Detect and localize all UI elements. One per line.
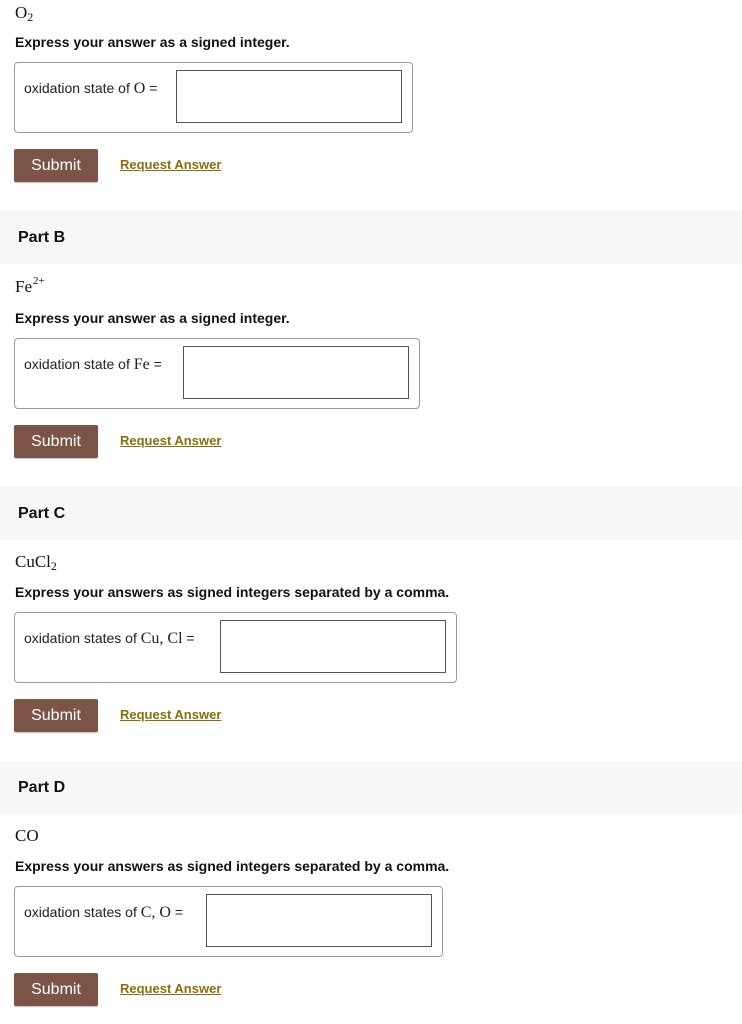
part-b-request-answer-link[interactable]: Request Answer — [120, 433, 222, 448]
part-b-submit-button[interactable]: Submit — [14, 425, 98, 458]
part-a-label-math: O — [133, 80, 146, 97]
part-a-formula-subscript: 2 — [27, 10, 34, 24]
part-c-answer-input[interactable] — [220, 620, 446, 673]
part-d-answer-input[interactable] — [206, 894, 432, 947]
part-d-formula-base: CO — [15, 826, 39, 845]
part-a-request-answer-link[interactable]: Request Answer — [120, 157, 222, 172]
part-c-instruction: Express your answers as signed integers separated by a comma. — [15, 584, 450, 600]
part-a-label-suffix: = — [145, 80, 158, 96]
part-b-formula-superscript: 2+ — [33, 275, 45, 287]
part-d-header[interactable] — [0, 761, 742, 814]
part-b-answer-label — [24, 356, 162, 374]
part-c-label-prefix: oxidation states of — [24, 630, 141, 646]
part-c-title: Part C — [18, 505, 66, 522]
part-c-header[interactable] — [0, 487, 742, 540]
part-a-answer-label — [24, 80, 157, 98]
part-a-formula-base: O — [15, 3, 28, 22]
part-c-formula-subscript: 2 — [50, 559, 57, 573]
part-b-header[interactable] — [0, 211, 742, 264]
part-b-formula — [15, 277, 45, 297]
part-c-label-suffix: = — [182, 630, 195, 646]
part-d-answer-label — [24, 904, 183, 922]
part-d-submit-button[interactable]: Submit — [14, 973, 98, 1006]
part-d-formula — [15, 826, 39, 846]
part-c-answer-box — [14, 612, 457, 683]
part-a-instruction: Express your answer as a signed integer. — [15, 34, 290, 50]
part-b-answer-box — [14, 338, 420, 409]
part-b-title: Part B — [18, 229, 66, 246]
part-d-title: Part D — [18, 779, 66, 796]
part-b-label-prefix: oxidation state of — [24, 356, 134, 372]
part-c-formula — [15, 552, 57, 572]
part-d-request-answer-link[interactable]: Request Answer — [120, 981, 222, 996]
part-b-answer-input[interactable] — [183, 346, 409, 399]
part-d-label-prefix: oxidation states of — [24, 904, 141, 920]
part-b-instruction: Express your answer as a signed integer. — [15, 310, 290, 326]
part-b-formula-base: Fe — [15, 277, 32, 296]
part-b-label-math: Fe — [133, 356, 150, 373]
part-a-label-prefix: oxidation state of — [24, 80, 134, 96]
part-a-answer-input[interactable] — [176, 70, 402, 123]
part-d-label-suffix: = — [170, 904, 184, 920]
part-a-answer-box — [14, 62, 413, 133]
part-a-submit-button[interactable]: Submit — [14, 149, 98, 182]
part-d-label-math: C, O — [140, 904, 171, 921]
part-c-label-math: Cu, Cl — [140, 630, 183, 647]
part-c-request-answer-link[interactable]: Request Answer — [120, 707, 222, 722]
part-d-answer-box — [14, 886, 443, 957]
part-c-formula-base: CuCl — [15, 552, 51, 571]
part-a-formula — [15, 3, 33, 23]
part-c-submit-button[interactable]: Submit — [14, 699, 98, 732]
part-d-instruction: Express your answers as signed integers separated by a comma. — [15, 858, 450, 874]
part-b-label-suffix: = — [149, 356, 162, 372]
part-c-answer-label — [24, 630, 195, 648]
